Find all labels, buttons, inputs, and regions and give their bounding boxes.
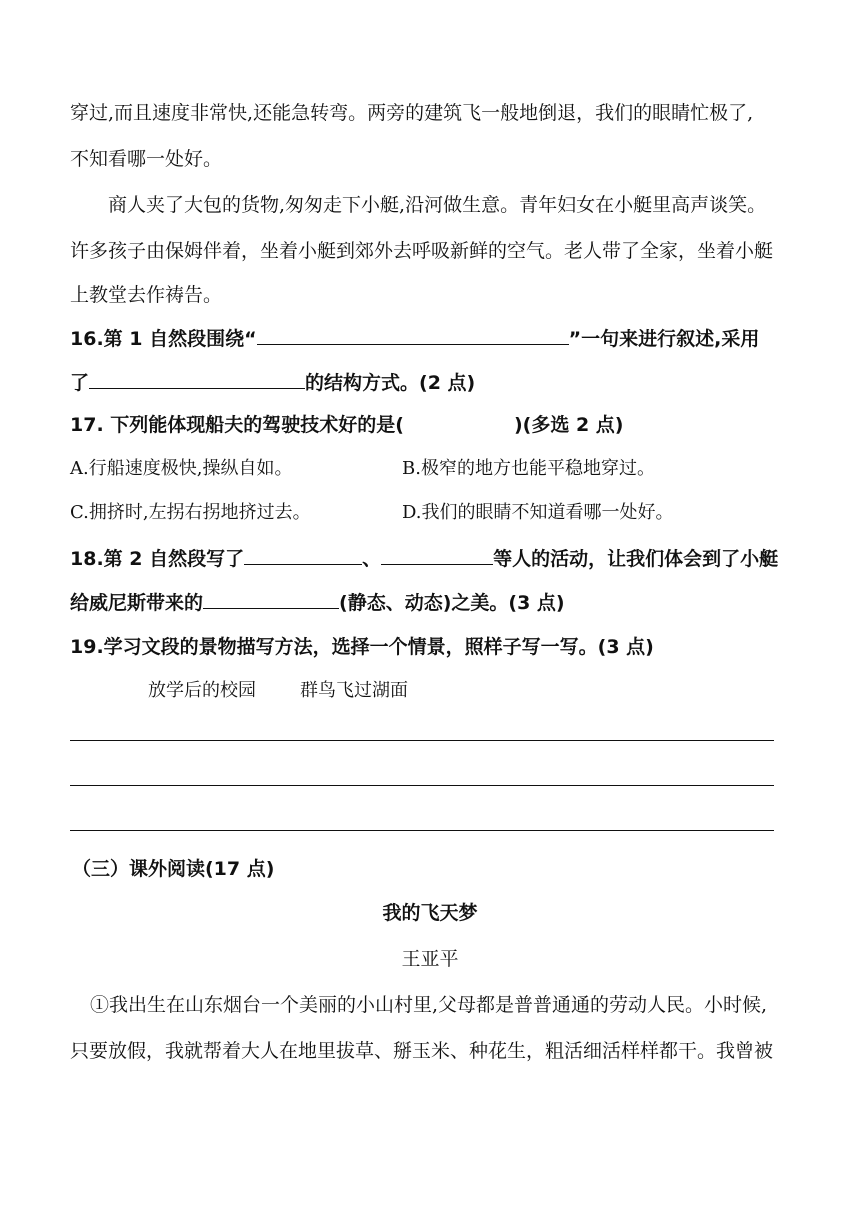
- article-author: 王亚平: [401, 948, 459, 970]
- section-3-heading: （三）课外阅读(17 点): [72, 858, 275, 880]
- q19-answer-line-1[interactable]: [70, 740, 774, 741]
- q18-text-1: 18.第 2 自然段写了: [70, 548, 245, 570]
- question-16-line-2: [70, 368, 790, 398]
- q18-text-3: 等人的活动，让我们体会到了小艇: [493, 548, 779, 570]
- article-para-1-line-2: 只要放假，我就帮着大人在地里拔草、掰玉米、种花生，粗活细活样样都干。我曾被: [70, 1040, 774, 1062]
- q17-stem-a: 17. 下列能体现船夫的驾驶技术好的是(: [70, 414, 404, 436]
- q18-text-5: (静态、动态)之美。(3 点): [339, 592, 565, 614]
- passage-line-1: 穿过,而且速度非常快,还能急转弯。两旁的建筑飞一般地倒退，我们的眼睛忙极了,: [70, 102, 754, 124]
- question-19-stem: 19.学习文段的景物描写方法，选择一个情景，照样子写一写。(3 点): [70, 636, 654, 658]
- article-title: 我的飞天梦: [382, 902, 478, 924]
- q19-choice-1: 放学后的校园: [148, 680, 256, 701]
- passage-line-5: 上教堂去作祷告。: [70, 284, 223, 306]
- passage-line-3: 商人夹了大包的货物,匆匆走下小艇,沿河做生意。青年妇女在小艇里高声谈笑。: [108, 194, 767, 216]
- q18-blank-1[interactable]: [244, 546, 362, 565]
- passage-line-4: 许多孩子由保姆伴着，坐着小艇到郊外去呼吸新鲜的空气。老人带了全家，坐着小艇: [70, 240, 774, 262]
- q17-option-a: A.行船速度极快,操纵自如。: [70, 458, 293, 479]
- q17-option-c: C.拥挤时,左拐右拐地挤过去。: [70, 502, 311, 523]
- q19-choice-2: 群鸟飞过湖面: [300, 680, 408, 701]
- q16-blank-1[interactable]: [257, 326, 569, 345]
- q16-text-2: ”一句来进行叙述,采用: [568, 328, 760, 350]
- q17-option-b: B.极窄的地方也能平稳地穿过。: [402, 458, 655, 479]
- question-17-stem: [70, 410, 790, 440]
- question-16-line-1: [70, 324, 790, 354]
- q16-text-3: 了: [70, 372, 90, 394]
- q19-answer-line-2[interactable]: [70, 785, 774, 786]
- question-18-line-2: [70, 588, 790, 618]
- article-para-1-line-1: ①我出生在山东烟台一个美丽的小山村里,父母都是普普通通的劳动人民。小时候,: [90, 994, 768, 1016]
- q19-answer-line-3[interactable]: [70, 830, 774, 831]
- passage-line-2: 不知看哪一处好。: [70, 148, 223, 170]
- q18-blank-3[interactable]: [203, 590, 339, 609]
- question-18-line-1: [70, 544, 790, 574]
- q16-text-4: 的结构方式。(2 点): [305, 372, 476, 394]
- q18-blank-2[interactable]: [381, 546, 493, 565]
- q16-text-1: 16.第 1 自然段围绕“: [70, 328, 257, 350]
- q17-stem-b: )(多选 2 点): [513, 414, 624, 436]
- q17-option-d: D.我们的眼睛不知道看哪一处好。: [402, 502, 674, 523]
- q18-text-4: 给威尼斯带来的: [70, 592, 204, 614]
- q16-blank-2[interactable]: [89, 370, 305, 389]
- q18-text-2: 、: [362, 548, 382, 570]
